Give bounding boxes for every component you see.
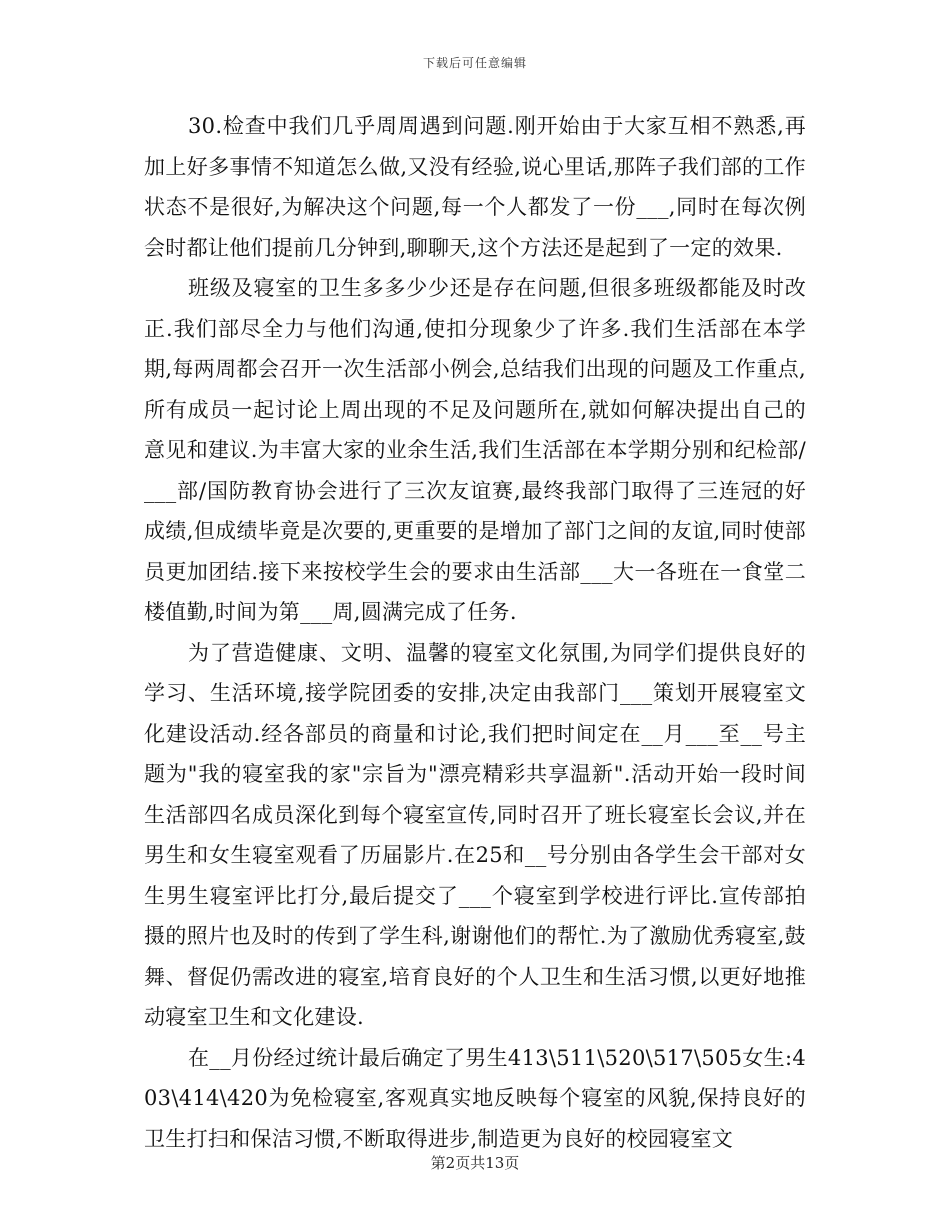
- paragraph-1: 30.检查中我们几乎周周遇到问题.刚开始由于大家互相不熟悉,再加上好多事情不知道怎么做,又没有经验,说心里话,那阵子我们部的工作状态不是很好,为解决这个问题,每一个人都发了一份___,同时在每次例会时都让他们提前几分钟到,聊聊天,这个方法还是起到了一定的效果.: [144, 114, 806, 260]
- paragraph-2: 班级及寝室的卫生多多少少还是存在问题,但很多班级都能及时改正.我们部尽全力与他们沟通,使扣分现象少了许多.我们生活部在本学期,每两周都会召开一次生活部小例会,总结我们出现的问题及工作重点,所有成员一起讨论上周出现的不足及问题所在,就如何解决提出自己的意见和建议.为丰富大家的业余生活,我们生活部在本学期分别和纪检部/___部/国防教育协会进行了三次友谊赛,最终我部门取得了三连冠的好成绩,但成绩毕竟是次要的,更重要的是增加了部门之间的友谊,同时使部员更加团结.接下来按校学生会的要求由生活部___大一各班在一食堂二楼值勤,时间为第___周,圆满完成了任务.: [144, 276, 806, 624]
- paragraph-3: 为了营造健康、文明、温馨的寝室文化氛围,为同学们提供良好的学习、生活环境,接学院团委的安排,决定由我部门___策划开展寝室文化建设活动.经各部员的商量和讨论,我们把时间定在__月___至__号主题为"我的寝室我的家"宗旨为"漂亮精彩共享温新".活动开始一段时间生活部四名成员深化到每个寝室宣传,同时召开了班长寝室长会议,并在男生和女生寝室观看了历届影片.在25和__号分别由各学生会干部对女生男生寝室评比打分,最后提交了___个寝室到学校进行评比.宣传部拍摄的照片也及时的传到了学生科,谢谢他们的帮忙.为了激励优秀寝室,鼓舞、督促仍需改进的寝室,培育良好的个人卫生和生活习惯,以更好地推动寝室卫生和文化建设.: [144, 640, 806, 1029]
- paragraph-4: 在__月份经过统计最后确定了男生413\511\520\517\505女生:403\414\420为免检寝室,客观真实地反映每个寝室的风貌,保持良好的卫生打扫和保洁习惯,不断取得进步,制造更为良好的校园寝室文: [144, 1045, 806, 1151]
- page-footer: 第2页共13页: [430, 1154, 520, 1172]
- page-header: 下载后可任意编辑: [422, 56, 527, 70]
- document-body: [144, 106, 806, 1159]
